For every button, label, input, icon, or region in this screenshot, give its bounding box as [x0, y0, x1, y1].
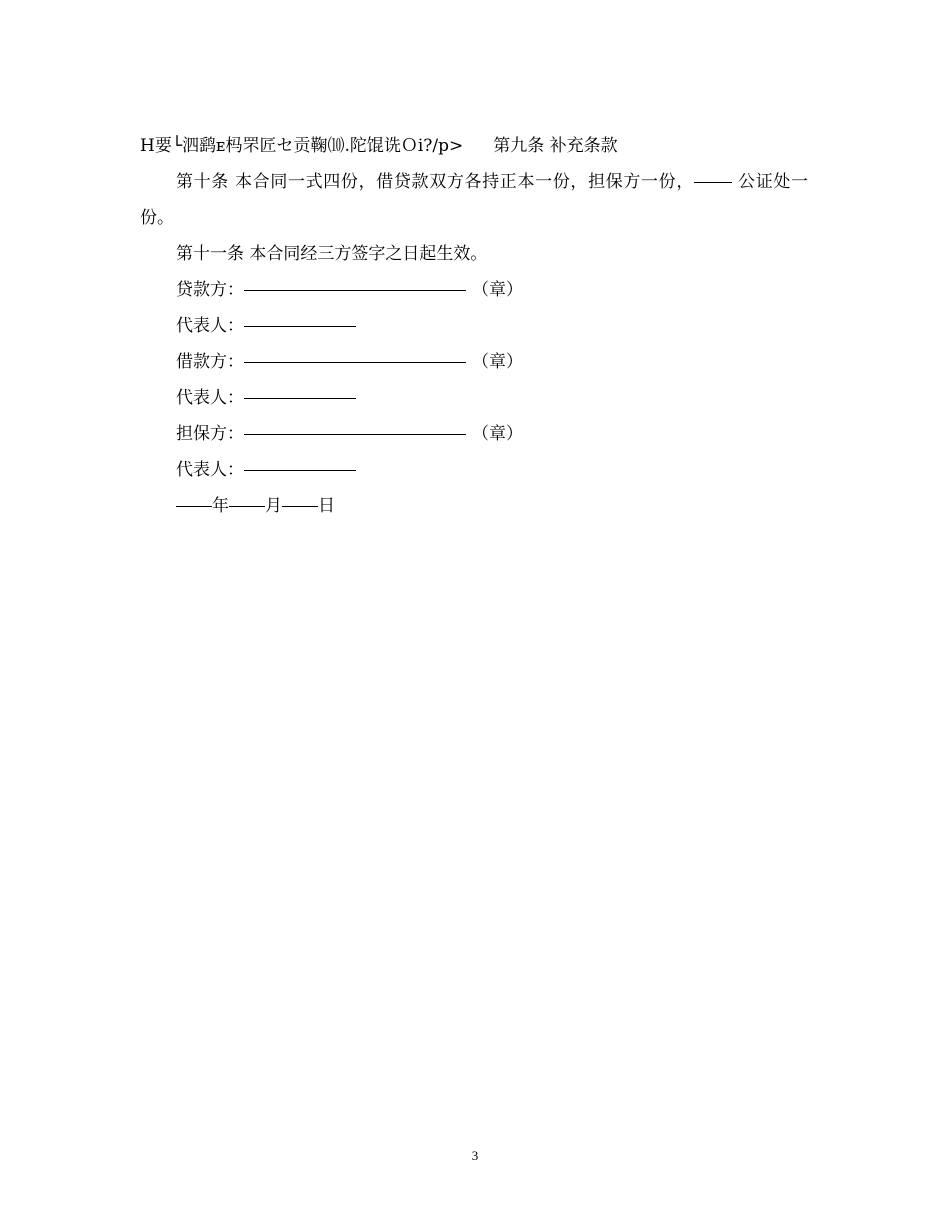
guarantor-label: 担保方：: [176, 424, 244, 444]
year-label: 年: [212, 496, 229, 516]
article-11: [140, 236, 808, 272]
signature-guarantor: [140, 416, 808, 452]
signature-borrower-rep: [140, 380, 808, 416]
guarantor-seal: （章）: [472, 424, 523, 444]
lender-signature-blank[interactable]: [244, 270, 466, 291]
notary-blank[interactable]: [694, 162, 732, 183]
day-label: 日: [318, 496, 335, 516]
article-10-text: 第十条 本合同一式四份，借贷款双方各持正本一份，担保方一份，: [176, 172, 694, 192]
signature-guarantor-rep: [140, 452, 808, 488]
article-10: [140, 164, 808, 236]
signature-lender-rep: [140, 308, 808, 344]
borrower-signature-blank[interactable]: [244, 342, 466, 363]
page-number: 3: [471, 1148, 479, 1163]
guarantor-rep-blank[interactable]: [244, 450, 356, 471]
borrower-seal: （章）: [472, 352, 523, 372]
lender-label: 贷款方：: [176, 280, 244, 300]
month-blank[interactable]: [229, 486, 265, 507]
lender-rep-label: 代表人：: [176, 316, 244, 336]
article-10-tail: 公证: [738, 172, 774, 192]
lender-seal: （章）: [472, 280, 523, 300]
signature-borrower: [140, 344, 808, 380]
signature-lender: [140, 272, 808, 308]
article-9-heading: 第九条 补充条款: [493, 136, 618, 156]
lender-rep-blank[interactable]: [244, 306, 356, 327]
borrower-rep-blank[interactable]: [244, 378, 356, 399]
month-label: 月: [265, 496, 282, 516]
guarantor-signature-blank[interactable]: [244, 414, 466, 435]
document-body: [140, 128, 808, 524]
date-line: [140, 488, 808, 524]
garbled-line: [140, 128, 808, 164]
article-10-continuation: 处一份。: [140, 172, 809, 228]
day-blank[interactable]: [282, 486, 318, 507]
year-blank[interactable]: [176, 486, 212, 507]
borrower-label: 借款方：: [176, 352, 244, 372]
borrower-rep-label: 代表人：: [176, 388, 244, 408]
guarantor-rep-label: 代表人：: [176, 460, 244, 480]
article-11-text: 第十一条 本合同经三方签字之日起生效。: [176, 244, 488, 264]
garbled-text: H要└泗鹞ᴇ杩罘匠セ贡鞠⑽.陀馄诜Ｏi?/p>: [140, 136, 464, 156]
